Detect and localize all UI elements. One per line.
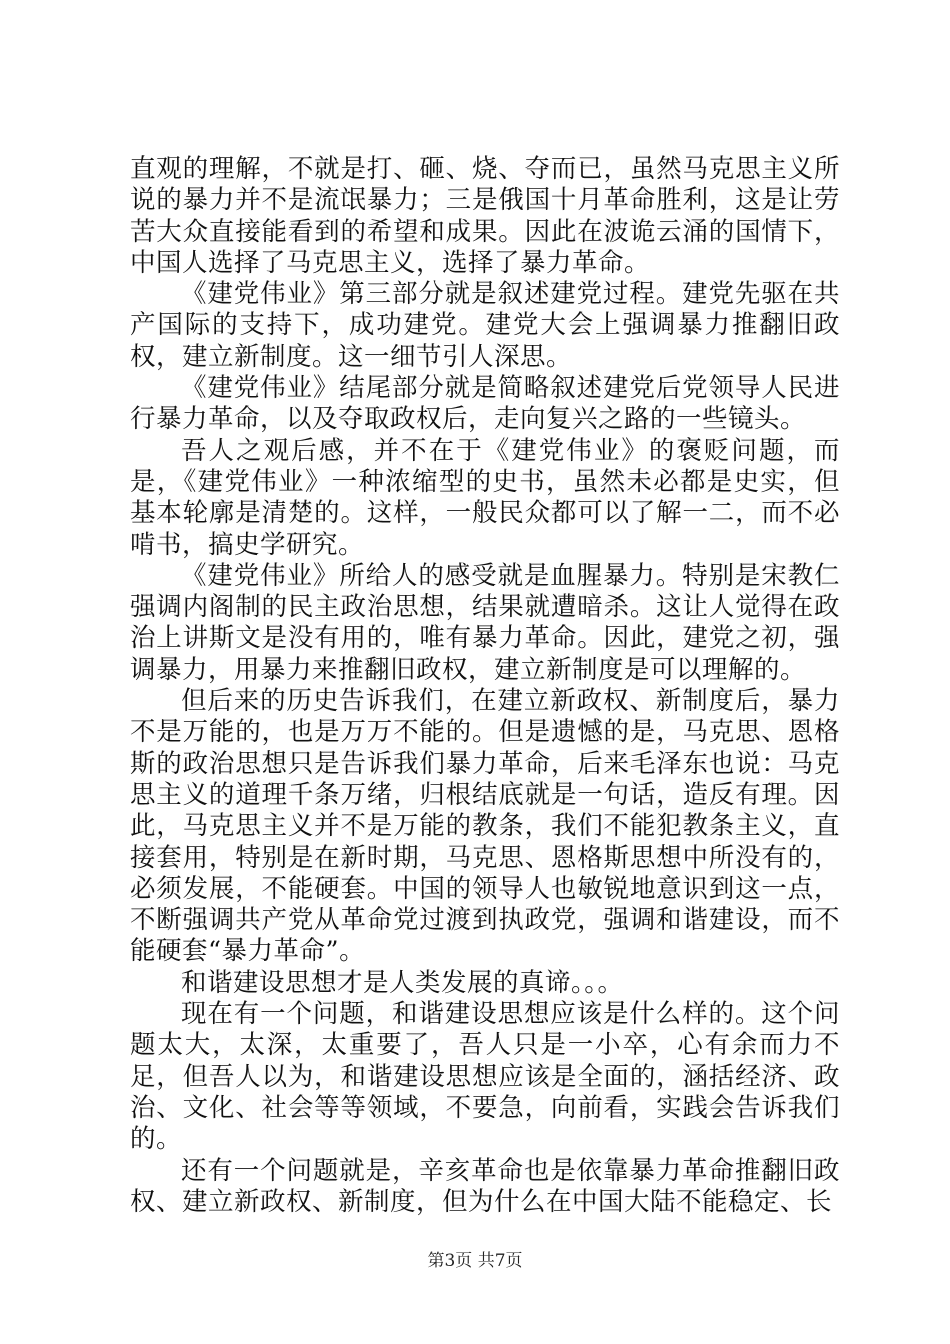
paragraph: 《建党伟业》第三部分就是叙述建党过程。建党先驱在共产国际的支持下，成功建党。建党大会上强调暴力推翻旧政权，建立新制度。这一细节引人深思。 (130, 279, 840, 372)
paragraph: 现在有一个问题，和谐建设思想应该是什么样的。这个问题太大，太深，太重要了，吾人只是一小卒，心有余而力不足，但吾人以为，和谐建设思想应该是全面的，涵括经济、政治、文化、社会等等领域，不要急，向前看，实践会告诉我们的。 (130, 999, 840, 1155)
document-body (130, 154, 840, 1218)
paragraph: 吾人之观后感，并不在于《建党伟业》的褒贬问题，而是，《建党伟业》一种浓缩型的史书，虽然未必都是史实，但基本轮廓是清楚的。这样，一般民众都可以了解一二，而不必啃书，搞史学研究。 (130, 435, 840, 560)
paragraph: 还有一个问题就是，辛亥革命也是依靠暴力革命推翻旧政权、建立新政权、新制度，但为什么在中国大陆不能稳定、长 (130, 1155, 840, 1217)
paragraph: 直观的理解，不就是打、砸、烧、夺而已，虽然马克思主义所说的暴力并不是流氓暴力；三是俄国十月革命胜利，这是让劳苦大众直接能看到的希望和成果。因此在波诡云涌的国情下，中国人选择了马克思主义，选择了暴力革命。 (130, 154, 840, 278)
page-number-footer: 第3页 共7页 (427, 1251, 523, 1271)
paragraph: 《建党伟业》结尾部分就是简略叙述建党后党领导人民进行暴力革命，以及夺取政权后，走向复兴之路的一些镜头。 (130, 373, 840, 435)
paragraph: 《建党伟业》所给人的感受就是血腥暴力。特别是宋教仁强调内阁制的民主政治思想，结果就遭暗杀。这让人觉得在政治上讲斯文是没有用的，唯有暴力革命。因此，建党之初，强调暴力，用暴力来推翻旧政权，建立新制度是可以理解的。 (130, 560, 840, 685)
paragraph: 但后来的历史告诉我们，在建立新政权、新制度后，暴力不是万能的，也是万万不能的。但是遗憾的是，马克思、恩格斯的政治思想只是告诉我们暴力革命，后来毛泽东也说：马克思主义的道理千条万绪，归根结底就是一句话，造反有理。因此，马克思主义并不是万能的教条，我们不能犯教条主义，直接套用，特别是在新时期，马克思、恩格斯思想中所没有的，必须发展，不能硬套。中国的领导人也敏锐地意识到这一点，不断强调共产党从革命党过渡到执政党，强调和谐建设，而不能硬套“暴力革命”。 (130, 686, 840, 967)
paragraph: 和谐建设思想才是人类发展的真谛。。。 (181, 967, 624, 998)
